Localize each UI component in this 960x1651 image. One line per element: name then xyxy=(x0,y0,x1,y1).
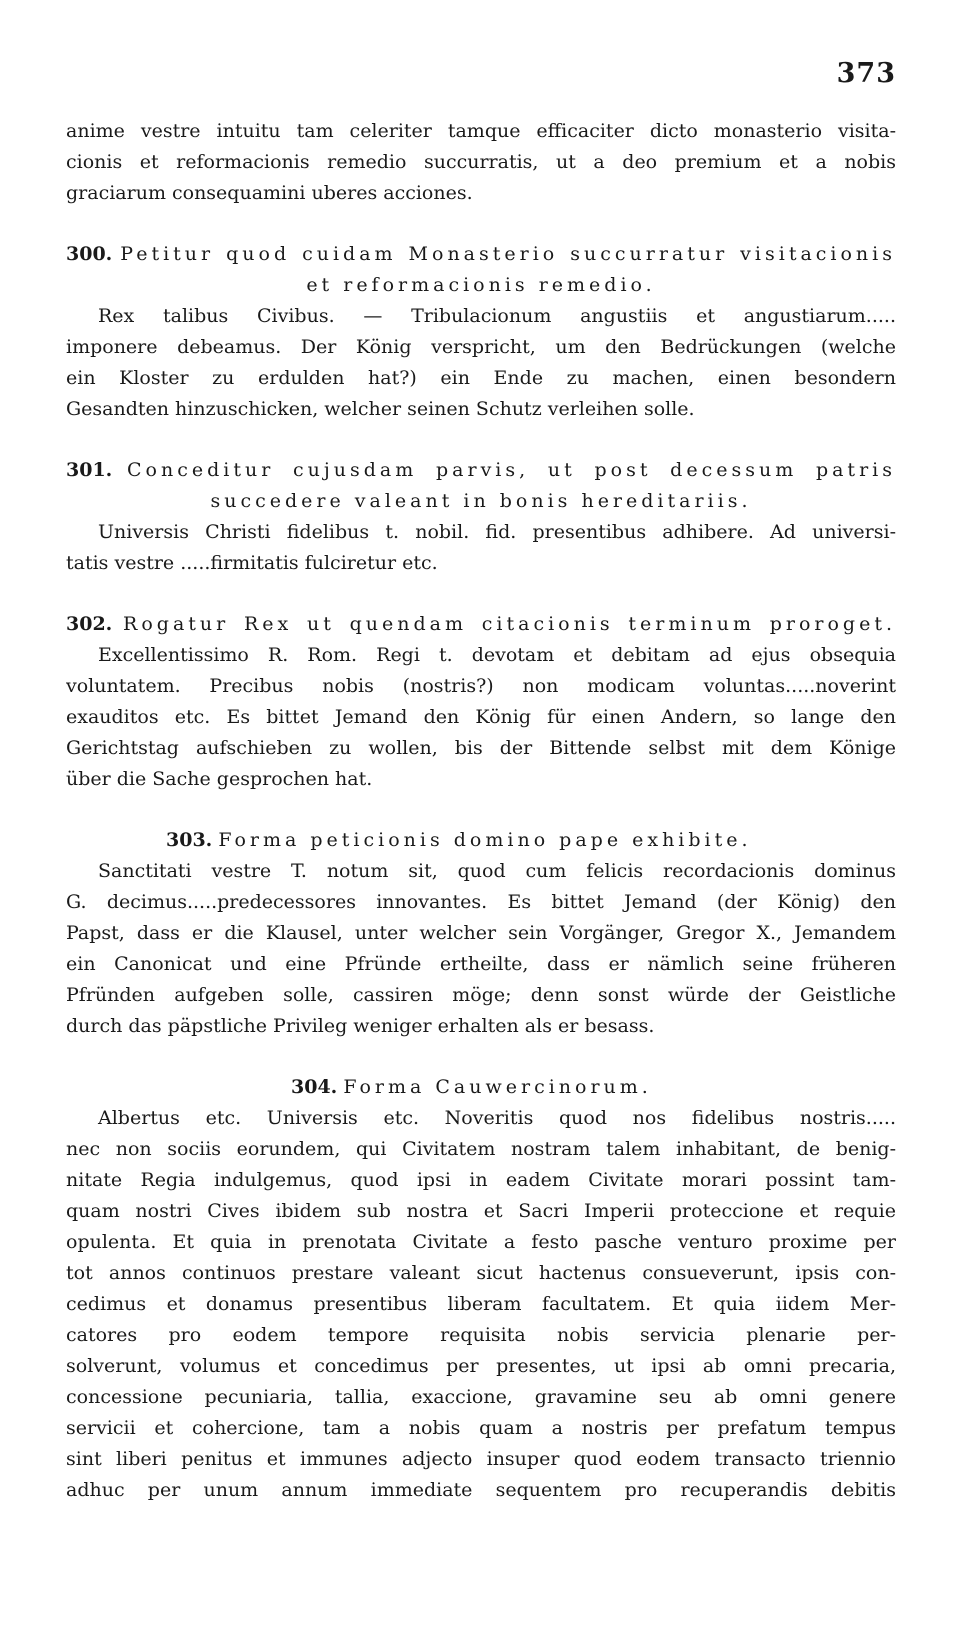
text-line: Gerichtstag aufschieben zu wollen, bis der Bittende selbst mit dem Könige xyxy=(66,737,896,759)
text-line: nitate Regia indulgemus, quod ipsi in eadem Civitate morari possint tam- xyxy=(66,1169,896,1191)
text-line: Gesandten hinzuschicken, welcher seinen Schutz verleihen solle. xyxy=(66,398,695,420)
section-heading-301 xyxy=(66,455,896,486)
document-page xyxy=(66,48,896,1618)
section-heading-303 xyxy=(66,825,896,856)
text-line: Sanctitati vestre T. notum sit, quod cum felicis recordacionis dominus xyxy=(98,860,896,882)
text-line: Papst, dass er die Klausel, unter welcher sein Vorgänger, Gregor X., Jemandem xyxy=(66,922,896,944)
section-title: et reformacionis remedio. xyxy=(306,274,656,296)
text-line: ein Kloster zu erdulden hat?) ein Ende zu machen, einen besondern xyxy=(66,367,896,389)
section-title: Forma peticionis domino pape exhibite. xyxy=(218,829,752,851)
text-line: tatis vestre .....firmitatis fulciretur etc. xyxy=(66,552,438,574)
text-line: tot annos continuos prestare valeant sicut hactenus consueverunt, ipsis con- xyxy=(66,1262,896,1284)
section-title: succedere valeant in bonis hereditariis. xyxy=(210,490,752,512)
section-heading-304 xyxy=(66,1072,896,1103)
text-line: G. decimus.....predecessores innovantes. Es bittet Jemand (der König) den xyxy=(66,891,896,913)
text-line: voluntatem. Precibus nobis (nostris?) non modicam voluntas.....noverint xyxy=(66,675,896,697)
section-heading-302 xyxy=(66,609,896,640)
text-line: quam nostri Cives ibidem sub nostra et Sacri Imperii proteccione et requie xyxy=(66,1200,896,1222)
text-line: adhuc per unum annum immediate sequentem pro recuperandis debitis xyxy=(66,1479,896,1501)
section-number: 303. xyxy=(166,829,213,851)
text-line: imponere debeamus. Der König verspricht, um den Bedrückungen (welche xyxy=(66,336,896,358)
section-number: 304. xyxy=(291,1076,338,1098)
text-line: exauditos etc. Es bittet Jemand den König für einen Andern, so lange den xyxy=(66,706,896,728)
section-heading-301-cont xyxy=(66,486,896,517)
section-number: 300. xyxy=(66,243,113,265)
text-line: nec non sociis eorundem, qui Civitatem nostram talem inhabitant, de benig- xyxy=(66,1138,896,1160)
text-line: Excellentissimo R. Rom. Regi t. devotam et debitam ad ejus obsequia xyxy=(98,644,896,666)
text-line: graciarum consequamini uberes acciones. xyxy=(66,182,473,204)
section-heading-300 xyxy=(66,239,896,270)
text-line: Pfründen aufgeben solle, cassiren möge; denn sonst würde der Geistliche xyxy=(66,984,896,1006)
text-line: Albertus etc. Universis etc. Noveritis quod nos fidelibus nostris..... xyxy=(98,1107,896,1129)
text-line: sint liberi penitus et immunes adjecto insuper quod eodem transacto triennio xyxy=(66,1448,896,1470)
text-line: catores pro eodem tempore requisita nobis servicia plenarie per- xyxy=(66,1324,896,1346)
text-line: anime vestre intuitu tam celeriter tamque efficaciter dicto monasterio visita- xyxy=(66,120,896,142)
section-title: Conceditur cujusdam parvis, ut post decessum patris xyxy=(127,459,896,481)
text-line: ein Canonicat und eine Pfründe ertheilte, dass er nämlich seine früheren xyxy=(66,953,896,975)
section-heading-300-cont xyxy=(66,270,896,301)
text-line: concessione pecuniaria, tallia, exaccione, gravamine seu ab omni genere xyxy=(66,1386,896,1408)
text-line: servicii et cohercione, tam a nobis quam a nostris per prefatum tempus xyxy=(66,1417,896,1439)
section-number: 302. xyxy=(66,613,113,635)
text-line: durch das päpstliche Privileg weniger erhalten als er besass. xyxy=(66,1015,655,1037)
text-line: opulenta. Et quia in prenotata Civitate a festo pasche venturo proxime per xyxy=(66,1231,896,1253)
text-line: Rex talibus Civibus. — Tribulacionum angustiis et angustiarum..... xyxy=(98,305,896,327)
section-title: Rogatur Rex ut quendam citacionis terminum proroget. xyxy=(123,613,896,635)
page-number: 373 xyxy=(836,58,896,89)
text-body xyxy=(66,116,896,1506)
section-number: 301. xyxy=(66,459,113,481)
text-line: cedimus et donamus presentibus liberam facultatem. Et quia iidem Mer- xyxy=(66,1293,896,1315)
text-line: cionis et reformacionis remedio succurratis, ut a deo premium et a nobis xyxy=(66,151,896,173)
section-title: Petitur quod cuidam Monasterio succurratur visitacionis xyxy=(120,243,896,265)
section-title: Forma Cauwercinorum. xyxy=(343,1076,652,1098)
text-line: über die Sache gesprochen hat. xyxy=(66,768,373,790)
text-line: solverunt, volumus et concedimus per presentes, ut ipsi ab omni precaria, xyxy=(66,1355,896,1377)
text-line: Universis Christi fidelibus t. nobil. fid. presentibus adhibere. Ad universi- xyxy=(98,521,896,543)
